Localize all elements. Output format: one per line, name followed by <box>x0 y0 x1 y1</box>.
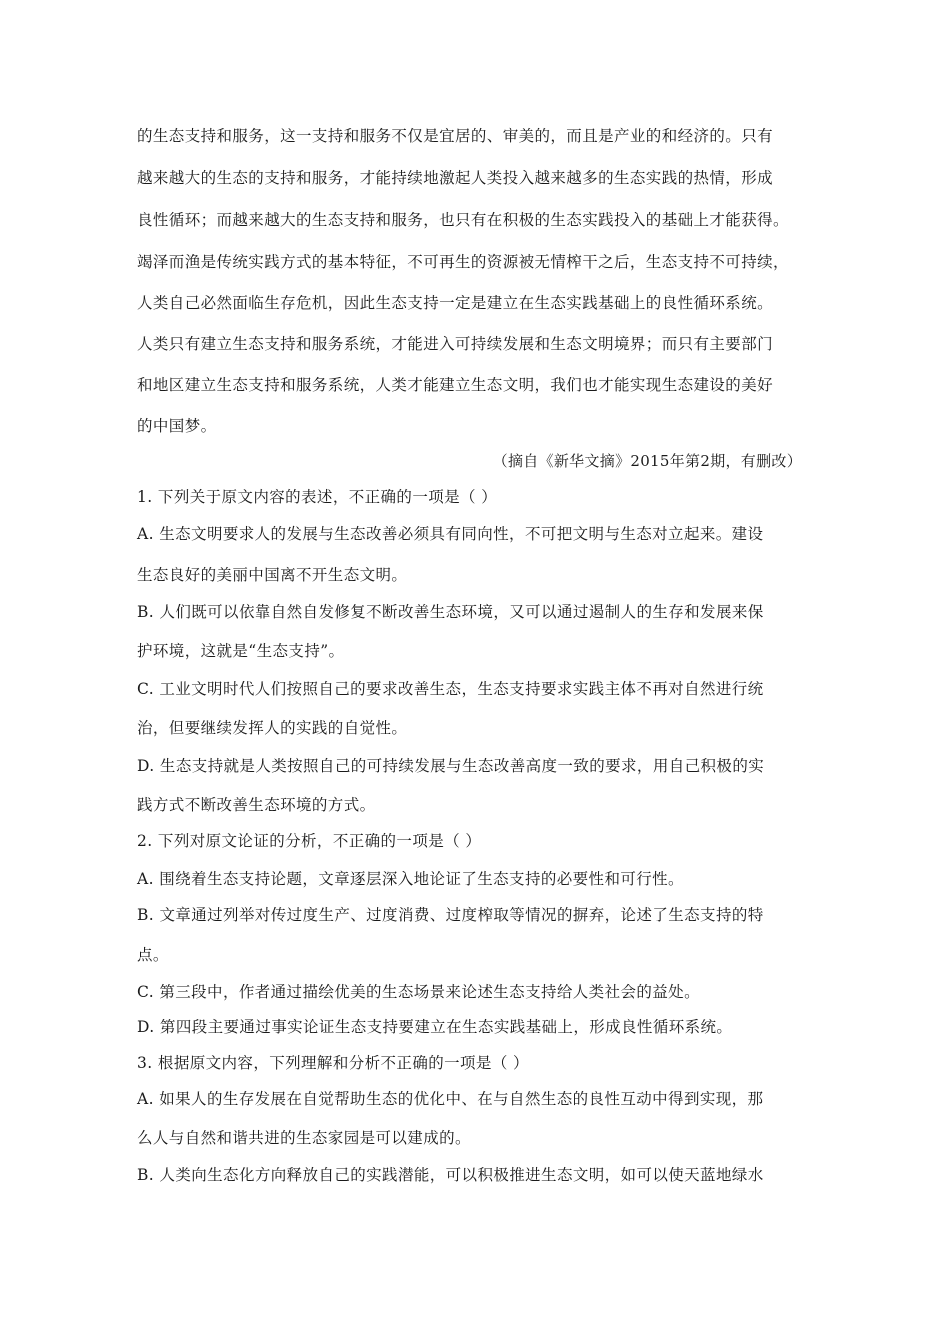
source-citation: （摘自《新华文摘》2015年第2期，有删改） <box>492 452 802 470</box>
question-3-stem: 3. 根据原文内容，下列理解和分析不正确的一项是（ ） <box>137 1054 529 1072</box>
passage-line: 人类自己必然面临生存危机，因此生态支持一定是建立在生态实践基础上的良性循环系统。 <box>137 294 774 312</box>
passage-line: 的生态支持和服务，这一支持和服务不仅是宜居的、审美的，而且是产业的和经济的。只有 <box>137 127 774 145</box>
question-2-option-d: D. 第四段主要通过事实论证生态支持要建立在生态实践基础上，形成良性循环系统。 <box>137 1018 733 1036</box>
question-2-stem: 2. 下列对原文论证的分析，不正确的一项是（ ） <box>137 832 482 850</box>
question-1-option-c-cont: 治，但要继续发挥人的实践的自觉性。 <box>137 719 408 737</box>
question-2-option-b-cont: 点。 <box>137 946 169 964</box>
question-1-option-b: B. 人们既可以依靠自然自发修复不断改善生态环境，又可以通过遏制人的生存和发展来保 <box>137 603 764 621</box>
passage-line: 的中国梦。 <box>137 417 217 435</box>
passage-line: 越来越大的生态的支持和服务，才能持续地激起人类投入越来越多的生态实践的热情，形成 <box>137 169 774 187</box>
question-1-option-d: D. 生态支持就是人类按照自己的可持续发展与生态改善高度一致的要求，用自己积极的实 <box>137 757 765 775</box>
question-2-option-b: B. 文章通过列举对传过度生产、过度消费、过度榨取等情况的摒弃，论述了生态支持的特 <box>137 906 764 924</box>
question-1-option-d-cont: 践方式不断改善生态环境的方式。 <box>137 796 376 814</box>
question-1-option-c: C. 工业文明时代人们按照自己的要求改善生态，生态支持要求实践主体不再对自然进行统 <box>137 680 764 698</box>
question-1-stem: 1. 下列关于原文内容的表述，不正确的一项是（ ） <box>137 488 498 506</box>
question-1-option-a-cont: 生态良好的美丽中国离不开生态文明。 <box>137 566 408 584</box>
passage-line: 人类只有建立生态支持和服务系统，才能进入可持续发展和生态文明境界；而只有主要部门 <box>137 335 774 353</box>
question-1-option-a: A. 生态文明要求人的发展与生态改善必须具有同向性，不可把文明与生态对立起来。建设 <box>137 525 764 543</box>
passage-line: 竭泽而渔是传统实践方式的基本特征，不可再生的资源被无情榨干之后，生态支持不可持续， <box>137 253 789 271</box>
question-2-option-a: A. 围绕着生态支持论题，文章逐层深入地论证了生态支持的必要性和可行性。 <box>137 870 684 888</box>
passage-line: 和地区建立生态支持和服务系统，人类才能建立生态文明，我们也才能实现生态建设的美好 <box>137 376 774 394</box>
passage-line: 良性循环；而越来越大的生态支持和服务，也只有在积极的生态实践投入的基础上才能获得。 <box>137 211 789 229</box>
question-3-option-a-cont: 么人与自然和谐共进的生态家园是可以建成的。 <box>137 1129 471 1147</box>
question-3-option-a: A. 如果人的生存发展在自觉帮助生态的优化中、在与自然生态的良性互动中得到实现，那 <box>137 1090 764 1108</box>
question-1-option-b-cont: 护环境，这就是“生态支持”。 <box>137 642 345 660</box>
question-2-option-c: C. 第三段中，作者通过描绘优美的生态场景来论述生态支持给人类社会的益处。 <box>137 983 700 1001</box>
question-3-option-b: B. 人类向生态化方向释放自己的实践潜能，可以积极推进生态文明，如可以使天蓝地绿水 <box>137 1166 764 1184</box>
